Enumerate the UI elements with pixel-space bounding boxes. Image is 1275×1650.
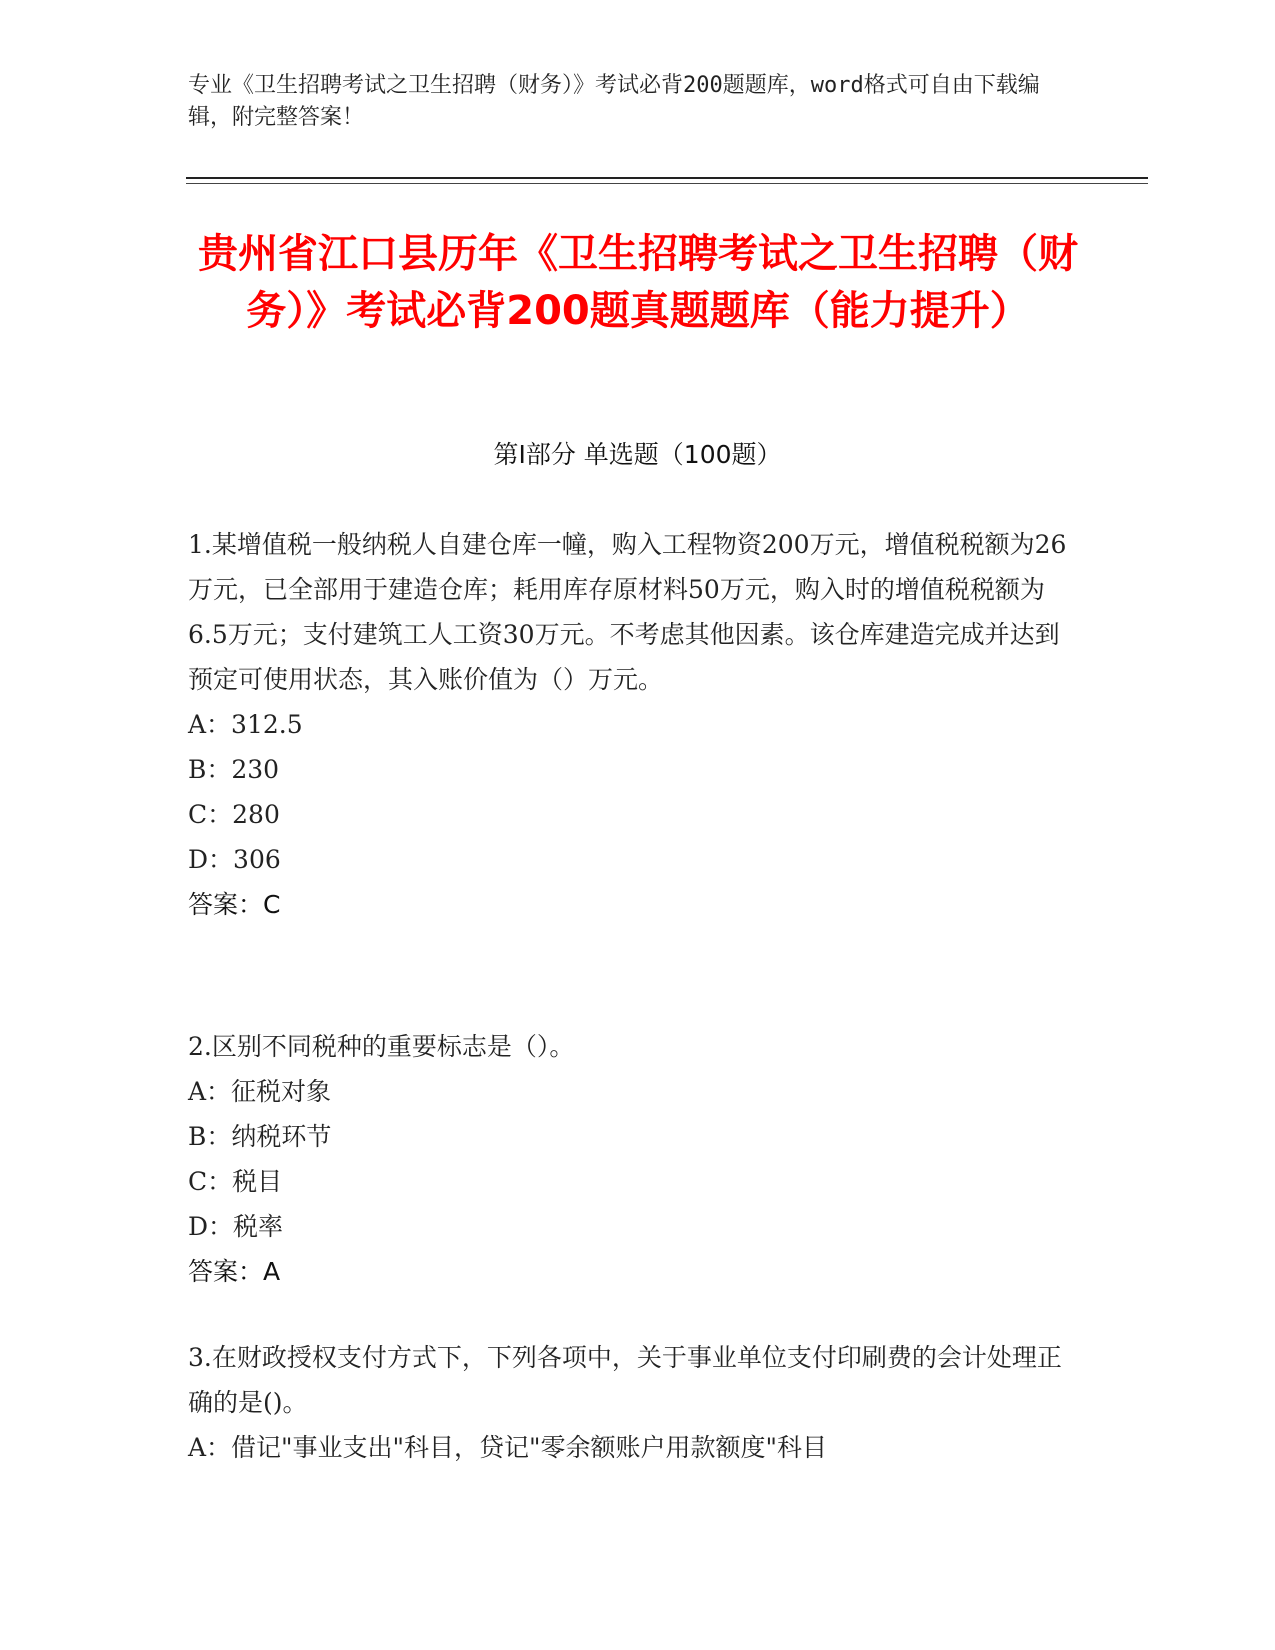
answer-line: 答案：A	[188, 1257, 281, 1286]
option-a: A：312.5	[188, 710, 303, 739]
option-a: A：征税对象	[188, 1077, 332, 1106]
option-b: B：纳税环节	[188, 1122, 332, 1151]
option-a: A：借记"事业支出"科目，贷记"零余额账户用款额度"科目	[188, 1433, 828, 1462]
option-d: D：306	[188, 845, 281, 874]
question-stem: 3.在财政授权支付方式下，下列各项中，关于事业单位支付印刷费的会计处理正确的是()。	[188, 1343, 1062, 1417]
option-d: D：税率	[188, 1212, 284, 1241]
option-c: C：税目	[188, 1167, 283, 1196]
option-b: B：230	[188, 755, 280, 784]
question-2	[188, 1024, 1068, 1294]
question-stem: 2.区别不同税种的重要标志是（）。	[188, 1032, 575, 1061]
header-note: 专业《卫生招聘考试之卫生招聘（财务）》考试必背200题题库，word格式可自由下载编辑，附完整答案！	[188, 73, 1040, 130]
question-3	[188, 1335, 1068, 1470]
option-c: C：280	[188, 800, 280, 829]
question-1	[188, 522, 1068, 927]
header-divider-thick	[186, 177, 1148, 179]
section-heading: 第Ⅰ部分 单选题（100题）	[493, 440, 782, 469]
document-title: 贵州省江口县历年《卫生招聘考试之卫生招聘（财务）》考试必背200题真题题库（能力提升）	[198, 231, 1078, 334]
question-stem: 1.某增值税一般纳税人自建仓库一幢，购入工程物资200万元，增值税税额为26万元，已全部用于建造仓库；耗用库存原材料50万元，购入时的增值税税额为6.5万元；支付建筑工人工资30万元。不考虑其他因素。该仓库建造完成并达到预定可使用状态，其入账价值为（）万元。	[188, 530, 1067, 694]
header-divider-thin	[186, 183, 1148, 184]
answer-line: 答案：C	[188, 890, 281, 919]
